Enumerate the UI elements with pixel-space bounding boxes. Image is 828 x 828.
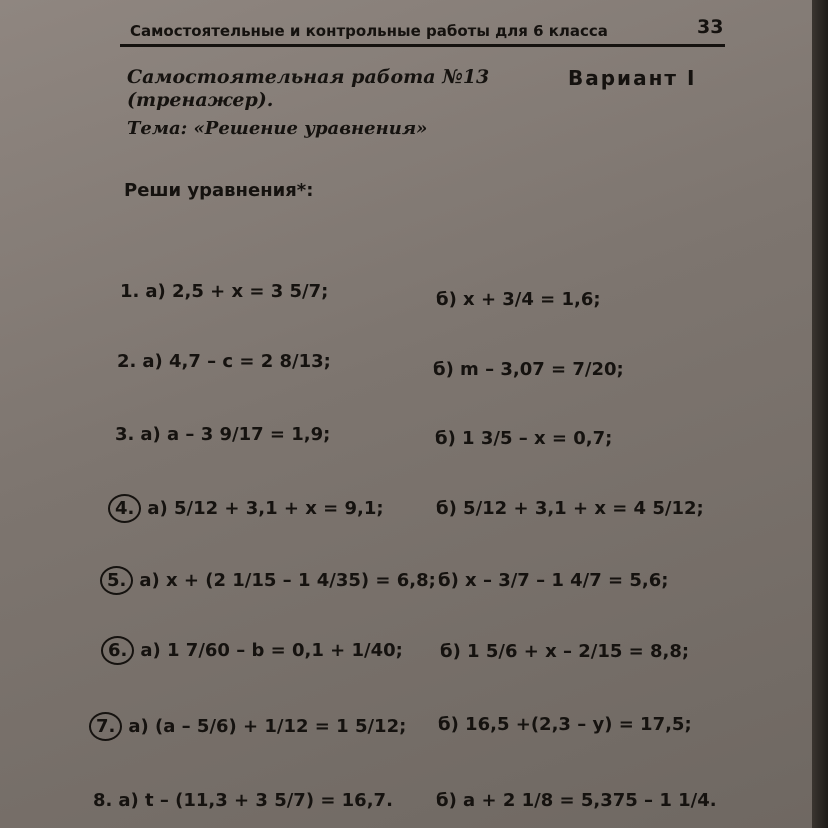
work-title-line1: Самостоятельная работа №13: [127, 66, 490, 88]
equation: а) (a – 5/6) + 1/12 = 1 5/12;: [128, 716, 407, 737]
problem-number: 2.: [117, 351, 137, 372]
header-rule: [120, 44, 725, 47]
equation: а) 5/12 + 3,1 + x = 9,1;: [147, 498, 384, 519]
problem-5-b: б) x – 3/7 – 1 4/7 = 5,6;: [438, 570, 669, 591]
topic-line: Тема: «Решение уравнения»: [127, 118, 428, 139]
problem-2-a: [117, 351, 331, 372]
equation: а) t – (11,3 + 3 5/7) = 16,7.: [118, 790, 393, 811]
page-number: 33: [697, 16, 724, 38]
problem-number-circled: 4.: [108, 494, 141, 523]
problem-3-a: [115, 424, 330, 445]
problem-6-b: б) 1 5/6 + x – 2/15 = 8,8;: [440, 641, 690, 662]
problem-3-b: б) 1 3/5 – x = 0,7;: [435, 428, 613, 449]
page-edge-shadow: [812, 0, 828, 828]
problem-8-b: б) a + 2 1/8 = 5,375 – 1 1/4.: [436, 790, 717, 811]
equation: а) 4,7 – c = 2 8/13;: [142, 351, 331, 372]
problem-number-circled: 6.: [101, 636, 134, 665]
problem-8-a: [93, 790, 393, 811]
running-title: Самостоятельные и контрольные работы для 6 класса: [130, 22, 608, 40]
equation: а) x + (2 1/15 – 1 4/35) = 6,8;: [139, 570, 436, 591]
variant-label: Вариант I: [568, 66, 697, 90]
problem-number-circled: 7.: [89, 712, 122, 741]
work-title: [127, 66, 489, 112]
problem-2-b: б) m – 3,07 = 7/20;: [433, 359, 624, 380]
problem-7-a: [97, 712, 406, 741]
problem-number-circled: 5.: [100, 566, 133, 595]
instruction: Реши уравнения*:: [124, 180, 314, 201]
problem-number: 3.: [115, 424, 135, 445]
equation: а) a – 3 9/17 = 1,9;: [140, 424, 331, 445]
problem-4-b: б) 5/12 + 3,1 + x = 4 5/12;: [436, 498, 704, 519]
problem-number: 1.: [120, 281, 140, 302]
problem-1-a: [120, 281, 328, 302]
problem-4-a: [116, 494, 384, 523]
problem-1-b: б) x + 3/4 = 1,6;: [436, 289, 601, 310]
work-title-line2: (тренажер).: [127, 89, 274, 111]
equation: а) 1 7/60 – b = 0,1 + 1/40;: [140, 640, 403, 661]
problem-number: 8.: [93, 790, 113, 811]
problem-5-a: [108, 566, 436, 595]
equation: а) 2,5 + x = 3 5/7;: [145, 281, 329, 302]
problem-7-b: б) 16,5 +(2,3 – y) = 17,5;: [438, 714, 692, 735]
problem-6-a: [109, 636, 403, 665]
